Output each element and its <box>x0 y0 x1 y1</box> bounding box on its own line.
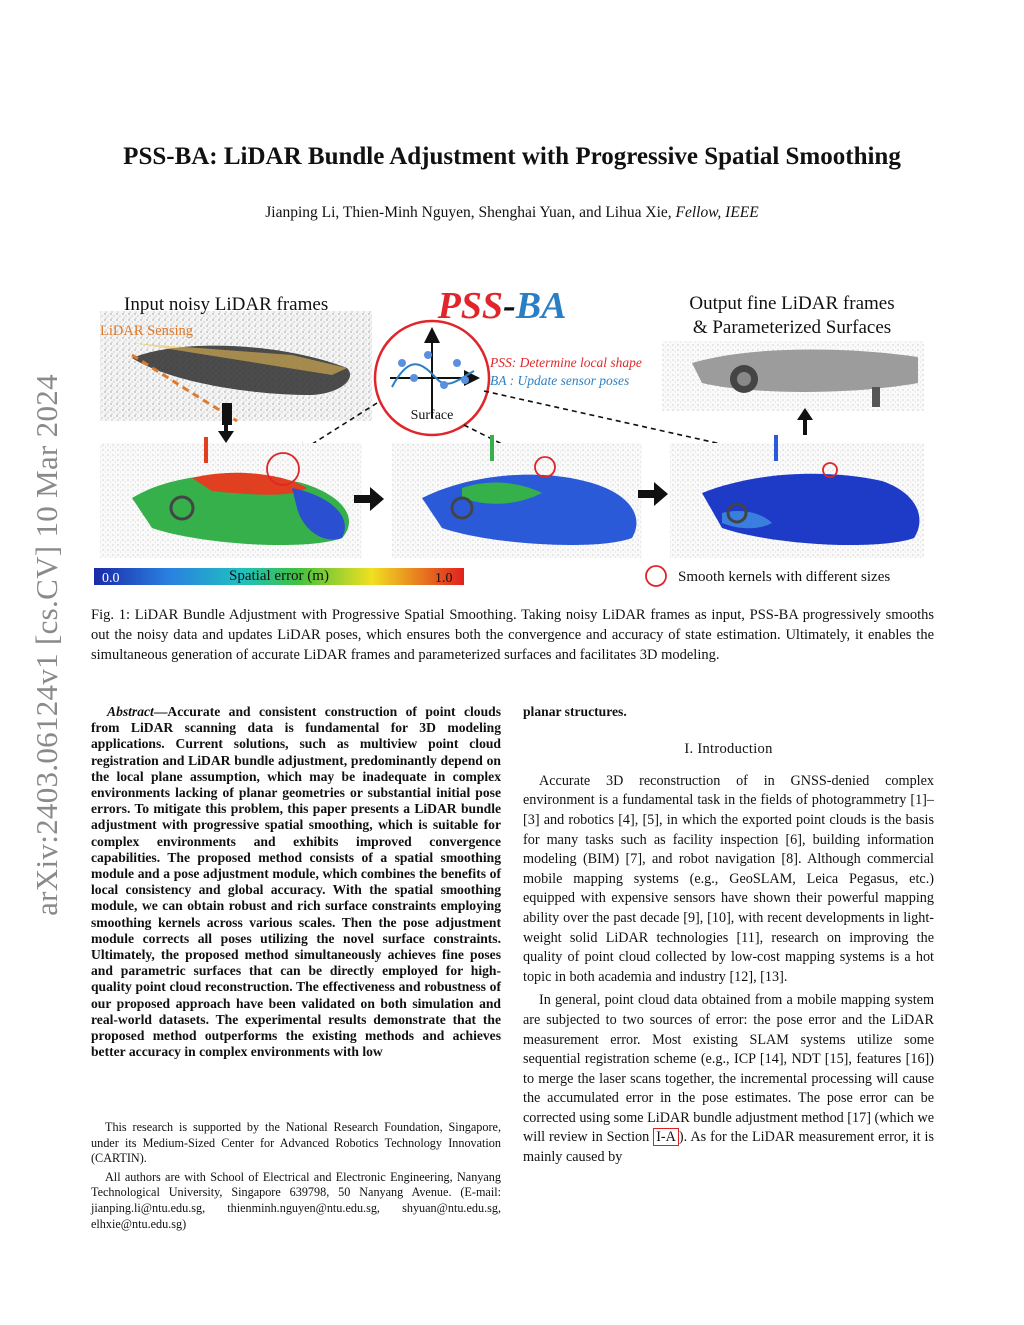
lidar-sensing-label: LiDAR Sensing <box>100 323 194 339</box>
footnotes <box>91 1120 501 1235</box>
footnote-affiliation: All authors are with School of Electrical and Electronic Engineering, Nanyang Technological University, Singapore 639798, 50 Nanyang Avenue. (E-mail: jianping.li@ntu.edu.sg, thienminh.nguyen@ntu.edu.sg, shyuan@ntu.edu.sg, elhxie@ntu.edu.sg) <box>91 1169 501 1231</box>
error-scan-1 <box>100 437 362 558</box>
kernel-legend-icon <box>646 566 666 586</box>
abstract <box>91 704 501 1060</box>
author-fellow: Fellow, IEEE <box>675 204 759 221</box>
error-scan-2 <box>392 435 642 558</box>
abstract-label: Abstract <box>107 704 154 719</box>
left-column <box>91 704 501 1060</box>
scale-min: 0.0 <box>102 571 120 586</box>
logo-pss: PSS <box>437 285 504 327</box>
abstract-text: Accurate and consistent construction of point clouds from LiDAR scanning data is fundamental for 3D modeling applications. Current solutions, such as multiview point cloud registration and LiDAR bundle adjustment, predominantly depend on the local plane assumption, which may be inadequate in complex environments lacking of planar geometries or substantial initial pose errors. To mitigate this problem, this paper presents a LiDAR bundle adjustment with progressive spatial smoothing, which is suitable for complex environments and exhibits improved convergence capabilities. The proposed method consists of a spatial smoothing module and a pose adjustment module, which combines the benefits of local consistency and global accuracy. With the spatial smoothing module, we can obtain robust and rich surface constraints employing smoothing kernels across various scales. Then the pose adjustment module corrects all poses utilizing the novel surface constraints. Ultimately, the proposed method simultaneously achieves fine poses and parametric surfaces that can be directly employed for high-quality point cloud reconstruction. The effectiveness and robustness of our proposed approach have been validated on both simulation and real-world datasets. The experimental results demonstrate that the proposed method outperforms the existing methods and achieves better accuracy in complex environments with low <box>91 704 501 1060</box>
intro-p2-text: In general, point cloud data obtained from a mobile mapping system are subjected to two sources of error: the pose error and the LiDAR measurement error. Most existing SLAM systems utilize some sequential registration scheme (e.g., ICP [14], NDT [15], features [16]) to merge the laser scans together, the incremental processing will cause the accumulated error in the pose estimates. The pose error can be corrected using some LiDAR bundle adjustment method [17] (which we will review in Section <box>523 992 934 1146</box>
figure-caption: Fig. 1: LiDAR Bundle Adjustment with Progressive Spatial Smoothing. Taking noisy LiDAR frames as input, PSS-BA progressively smooths out the noisy data and updates LiDAR poses, which ensures both the convergence and accuracy of state estimation. Ultimately, it enables the simultaneous generation of accurate LiDAR frames and parameterized surfaces and facilitates 3D modeling. <box>91 607 934 663</box>
footnote-funding: This research is supported by the National Research Foundation, Singapore, under its Medium-Sized Center for Advanced Robotics Technology Innovation (CARTIN). <box>91 1120 501 1166</box>
intro-paragraph-1: Accurate 3D reconstruction of in GNSS-denied complex environment is a fundamental task in the fields of photogrammetry [1]–[3] and robotics [4], [5], in which the exported point clouds is the basis for many tasks such as facility inspection [6], building information modeling (BIM) [7], and robot navigation [8]. Although commercial mobile mapping systems (e.g., GeoSLAM, Leica Pegasus, etc.) equipped with expensive sensors have shown their powerful mapping ability over the past decade [9], [10], with recent developments in light-weight solid LiDAR technologies [11], research on improving the quality of point cloud collected by low-cost mapping systems is a hot topic in both academia and industry [12], [13]. <box>523 772 934 985</box>
author-list <box>0 204 1024 222</box>
error-scan-3 <box>670 435 924 558</box>
scale-max: 1.0 <box>435 571 453 586</box>
pss-note: PSS: Determine local shape <box>490 355 642 370</box>
surface-label: Surface <box>410 408 454 423</box>
output-frame-scene <box>662 341 924 411</box>
scale-label: Spatial error (m) <box>229 568 329 584</box>
down-arrow <box>218 431 234 443</box>
intro-paragraph-2 <box>523 991 934 1167</box>
logo-ba: BA <box>515 285 567 327</box>
logo-dash: - <box>503 285 516 327</box>
right-arrow-2 <box>638 482 668 506</box>
input-label: Input noisy LiDAR frames <box>124 294 329 315</box>
output-label-2: & Parameterized Surfaces <box>692 317 892 338</box>
section-heading-introduction <box>523 740 934 760</box>
figure-1 <box>92 283 932 595</box>
kernel-legend-text: Smooth kernels with different sizes <box>678 569 891 585</box>
pss-ba-logo <box>437 285 567 327</box>
intro-p2-tail: ). As for the LiDAR measurement error, it is mainly caused by <box>523 1129 934 1166</box>
output-label-1: Output fine LiDAR frames <box>689 293 895 314</box>
arxiv-identifier: arXiv:2403.06124v1 [cs.CV] 10 Mar 2024 <box>29 374 64 916</box>
ba-note: BA : Update sensor poses <box>490 373 630 388</box>
section-ref-link[interactable]: I-A <box>653 1128 679 1146</box>
authors-names: Jianping Li, Thien-Minh Nguyen, Shenghai Yuan, and Lihua Xie, <box>265 204 672 221</box>
abstract-continuation: planar structures. <box>523 704 627 719</box>
paper-title: PSS-BA: LiDAR Bundle Adjustment with Progressive Spatial Smoothing <box>123 143 901 170</box>
right-column <box>523 704 934 1168</box>
intro-heading-text: I. Introduction <box>684 741 773 758</box>
abstract-dash: — <box>153 704 168 719</box>
figure-illustration <box>92 283 932 595</box>
